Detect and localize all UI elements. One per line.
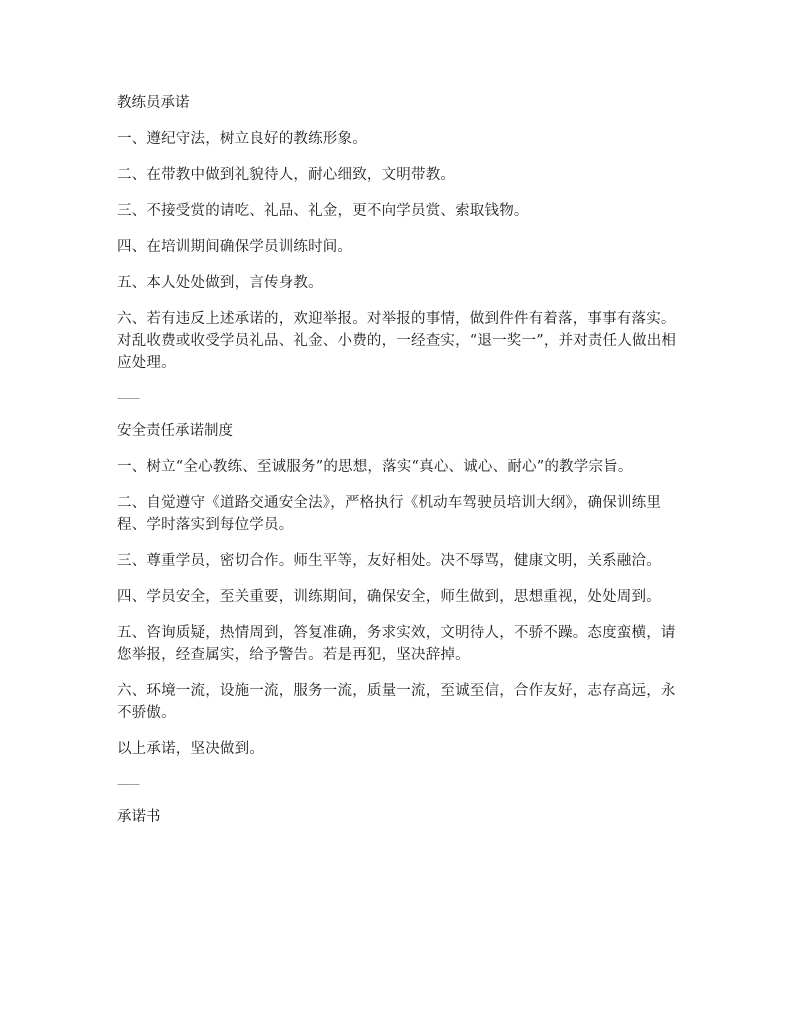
pledge-item-6: 六、若有违反上述承诺的，欢迎举报。对举报的事情，做到件件有着落，事事有落实。对乱收费或收受学员礼品、礼金、小费的，一经查实，“退一奖一”，并对责任人做出相应处理。 [117,311,677,371]
safety-item-2: 二、自觉遵守《道路交通安全法》，严格执行《机动车驾驶员培训大纲》，确保训练里程、学时落实到每位学员。 [117,495,662,533]
safety-item-5: 五、咨询质疑，热情周到，答复准确，务求实效，文明待人，不骄不躁。态度蛮横，请您举报，经查属实，给予警告。若是再犯，坚决辞掉。 [117,625,676,663]
safety-closing: 以上承诺，坚决做到。 [117,741,264,757]
section-divider: —— [117,777,139,791]
section-divider: —— [117,391,139,405]
safety-item-3: 三、尊重学员，密切合作。师生平等，友好相处。决不辱骂，健康文明，关系融洽。 [117,553,661,569]
pledge-item-1: 一、遵纪守法，树立良好的教练形象。 [117,131,367,147]
safety-item-4: 四、学员安全，至关重要，训练期间，确保安全，师生做到，思想重视，处处周到。 [117,589,661,605]
pledge-item-2: 二、在带教中做到礼貌待人，耐心细致，文明带教。 [117,167,456,183]
document-page [117,92,687,842]
section-title-coach-pledge: 教练员承诺 [117,95,190,111]
safety-item-6: 六、环境一流，设施一流，服务一流，质量一流，至诚至信，合作友好，志存高远，永不骄傲。 [117,683,676,721]
pledge-item-3: 三、不接受赏的请吃、礼品、礼金，更不向学员赏、索取钱物。 [117,203,529,219]
section-title-pledge-letter: 承诺书 [117,809,161,825]
pledge-item-5: 五、本人处处做到，言传身教。 [117,275,323,291]
pledge-item-4: 四、在培训期间确保学员训练时间。 [117,239,353,255]
safety-item-1: 一、树立“全心教练、至诚服务”的思想，落实“真心、诚心、耐心”的教学宗旨。 [117,459,633,475]
section-title-safety-responsibility: 安全责任承诺制度 [117,423,233,439]
